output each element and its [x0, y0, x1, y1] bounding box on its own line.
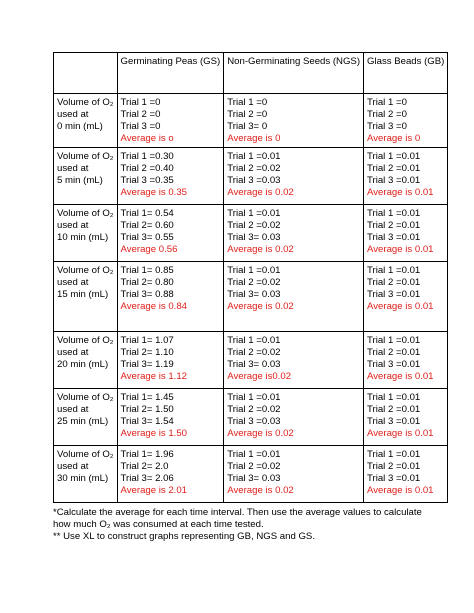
trial-value: Trial 2 =0.01: [367, 347, 421, 358]
trial-value: Trial 2= 1.10: [120, 347, 174, 358]
trial-value: Trial 1 =0.30: [120, 151, 174, 162]
instruction-note-2: ** Use XL to construct graphs representing GB, NGS and GS.: [53, 531, 316, 542]
average-value: Average is 0.35: [120, 187, 188, 198]
cell-germinating-peas: [117, 446, 224, 503]
trial-value: Trial 2 =0.02: [227, 277, 281, 288]
trial-value: Trial 1 =0: [120, 97, 161, 108]
cell-non-germinating-seeds: [224, 389, 364, 446]
trial-value: Trial 2 =0.02: [227, 163, 281, 174]
header-cell-empty: [54, 53, 118, 94]
trial-value: Trial 3 =0: [120, 121, 161, 132]
trial-value: Trial 3 =0.01: [367, 473, 421, 484]
trial-value: Trial 3= 0.03: [227, 232, 281, 243]
row-label: [54, 148, 118, 205]
trial-value: Trial 1 =0.01: [367, 335, 421, 346]
average-value: Average is 0.02: [227, 485, 294, 496]
cell-non-germinating-seeds: [224, 94, 364, 148]
average-value: Average is 0.01: [367, 187, 434, 198]
trial-value: Trial 2 =0.01: [367, 404, 421, 415]
cell-germinating-peas: [117, 94, 224, 148]
average-value: Average is 0.01: [367, 301, 434, 312]
trial-value: Trial 2 =0.01: [367, 220, 421, 231]
average-value: Average is 0.02: [227, 428, 294, 439]
average-value: Average is 0.01: [367, 428, 434, 439]
table-row: [54, 389, 448, 446]
row-label: [54, 94, 118, 148]
header-non-germinating-seeds: Non-Germinating Seeds (NGS): [224, 53, 364, 94]
cell-non-germinating-seeds: [224, 332, 364, 389]
average-value: Average is 0.02: [227, 244, 294, 255]
row-label-line: 30 min (mL): [57, 473, 109, 484]
table-row: [54, 148, 448, 205]
trial-value: Trial 3 =0.01: [367, 232, 421, 243]
instruction-note-1: *Calculate the average for each time interval. Then use the average values to calculate how much O₂ was consumed at each time tested.: [53, 507, 422, 530]
row-label: [54, 262, 118, 332]
trial-value: Trial 1= 1.45: [120, 392, 174, 403]
header-glass-beads: Glass Beads (GB): [364, 53, 448, 94]
trial-value: Trial 1 =0.01: [367, 449, 421, 460]
cell-glass-beads: [364, 332, 448, 389]
cell-non-germinating-seeds: [224, 205, 364, 262]
table-row: [54, 332, 448, 389]
trial-value: Trial 2= 2.0: [120, 461, 169, 472]
row-label: [54, 446, 118, 503]
row-label-line: used at: [57, 277, 89, 288]
trial-value: Trial 3= 2.06: [120, 473, 174, 484]
trial-value: Trial 1 =0.01: [227, 335, 281, 346]
cell-germinating-peas: [117, 332, 224, 389]
row-label: [54, 389, 118, 446]
average-value: Average is 0.01: [367, 485, 434, 496]
cell-germinating-peas: [117, 205, 224, 262]
trial-value: Trial 3= 0.55: [120, 232, 174, 243]
header-germinating-peas: Germinating Peas (GS): [117, 53, 224, 94]
trial-value: Trial 3= 0.03: [227, 289, 281, 300]
row-label-line: 10 min (mL): [57, 232, 109, 243]
row-label-line: Volume of O₂: [57, 335, 114, 346]
trial-value: Trial 3= 0.03: [227, 473, 281, 484]
trial-value: Trial 2 =0.01: [367, 277, 421, 288]
cell-glass-beads: [364, 205, 448, 262]
cell-non-germinating-seeds: [224, 446, 364, 503]
row-label-line: used at: [57, 461, 89, 472]
row-label-line: 5 min (mL): [57, 175, 103, 186]
trial-value: Trial 3 =0.01: [367, 175, 421, 186]
average-value: Average is 0.01: [367, 244, 434, 255]
trial-value: Trial 1= 0.85: [120, 265, 174, 276]
row-label: [54, 205, 118, 262]
average-value: Average is 1.50: [120, 428, 188, 439]
trial-value: Trial 2 =0.40: [120, 163, 174, 174]
oxygen-consumption-table: [53, 52, 448, 503]
table-row: [54, 94, 448, 148]
average-value: Average is0.02: [227, 371, 292, 382]
cell-non-germinating-seeds: [224, 148, 364, 205]
table-row: [54, 262, 448, 332]
average-value: Average is 0.01: [367, 371, 434, 382]
row-label-line: Volume of O₂: [57, 151, 114, 162]
trial-value: Trial 3= 1.19: [120, 359, 174, 370]
cell-glass-beads: [364, 389, 448, 446]
cell-germinating-peas: [117, 148, 224, 205]
trial-value: Trial 3 =0.03: [227, 416, 281, 427]
cell-germinating-peas: [117, 262, 224, 332]
header-row: [54, 53, 448, 94]
trial-value: Trial 2 =0: [227, 109, 268, 120]
trial-value: Trial 3= 0: [227, 121, 268, 132]
trial-value: Trial 3 =0.01: [367, 289, 421, 300]
row-label-line: Volume of O₂: [57, 97, 114, 108]
trial-value: Trial 2= 1.50: [120, 404, 174, 415]
table-row: [54, 446, 448, 503]
trial-value: Trial 2 =0.02: [227, 404, 281, 415]
average-value: Average is 0.02: [227, 301, 294, 312]
row-label-line: Volume of O₂: [57, 392, 114, 403]
row-label-line: Volume of O₂: [57, 265, 114, 276]
row-label-line: used at: [57, 347, 89, 358]
trial-value: Trial 1 =0.01: [367, 265, 421, 276]
trial-value: Trial 2 =0: [120, 109, 161, 120]
average-value: Average is 2.01: [120, 485, 188, 496]
trial-value: Trial 1 =0.01: [227, 151, 281, 162]
row-label: [54, 332, 118, 389]
trial-value: Trial 1= 0.54: [120, 208, 174, 219]
trial-value: Trial 3= 1.54: [120, 416, 174, 427]
trial-value: Trial 3 =0.01: [367, 416, 421, 427]
cell-glass-beads: [364, 148, 448, 205]
trial-value: Trial 1 =0.01: [227, 265, 281, 276]
row-label-line: 25 min (mL): [57, 416, 109, 427]
row-label-line: Volume of O₂: [57, 449, 114, 460]
trial-value: Trial 1= 1.96: [120, 449, 174, 460]
trial-value: Trial 3= 0.88: [120, 289, 174, 300]
trial-value: Trial 1 =0.01: [227, 208, 281, 219]
trial-value: Trial 2= 0.60: [120, 220, 174, 231]
trial-value: Trial 1 =0.01: [367, 208, 421, 219]
trial-value: Trial 1 =0.01: [227, 392, 281, 403]
trial-value: Trial 1 =0.01: [367, 151, 421, 162]
trial-value: Trial 2 =0.02: [227, 347, 281, 358]
row-label-line: Volume of O₂: [57, 208, 114, 219]
average-value: Average 0.56: [120, 244, 178, 255]
cell-germinating-peas: [117, 389, 224, 446]
average-value: Average is 0: [367, 133, 421, 144]
trial-value: Trial 3 =0: [367, 121, 407, 132]
average-value: Average is 0.84: [120, 301, 188, 312]
row-label-line: used at: [57, 220, 89, 231]
trial-value: Trial 3 =0.01: [367, 359, 421, 370]
trial-value: Trial 2 =0.02: [227, 220, 281, 231]
trial-value: Trial 1 =0: [367, 97, 407, 108]
row-label-line: used at: [57, 404, 89, 415]
row-label-line: used at: [57, 109, 89, 120]
trial-value: Trial 2 =0: [367, 109, 407, 120]
cell-glass-beads: [364, 446, 448, 503]
cell-glass-beads: [364, 94, 448, 148]
trial-value: Trial 2 =0.02: [227, 461, 281, 472]
average-value: Average is o: [120, 133, 174, 144]
cell-glass-beads: [364, 262, 448, 332]
average-value: Average is 0.02: [227, 187, 294, 198]
trial-value: Trial 3 =0.03: [227, 175, 281, 186]
trial-value: Trial 1 =0.01: [367, 392, 421, 403]
trial-value: Trial 3= 0.03: [227, 359, 281, 370]
row-label-line: 20 min (mL): [57, 359, 109, 370]
cell-non-germinating-seeds: [224, 262, 364, 332]
trial-value: Trial 2 =0.01: [367, 163, 421, 174]
trial-value: Trial 1= 1.07: [120, 335, 174, 346]
average-value: Average is 0: [227, 133, 281, 144]
trial-value: Trial 2 =0.01: [367, 461, 421, 472]
row-label-line: 0 min (mL): [57, 121, 103, 132]
trial-value: Trial 1 =0: [227, 97, 268, 108]
trial-value: Trial 2= 0.80: [120, 277, 174, 288]
average-value: Average is 1.12: [120, 371, 188, 382]
row-label-line: 15 min (mL): [57, 289, 109, 300]
row-label-line: used at: [57, 163, 89, 174]
trial-value: Trial 1 =0.01: [227, 449, 281, 460]
table-row: [54, 205, 448, 262]
trial-value: Trial 3 =0.35: [120, 175, 174, 186]
instructions: [53, 507, 433, 543]
